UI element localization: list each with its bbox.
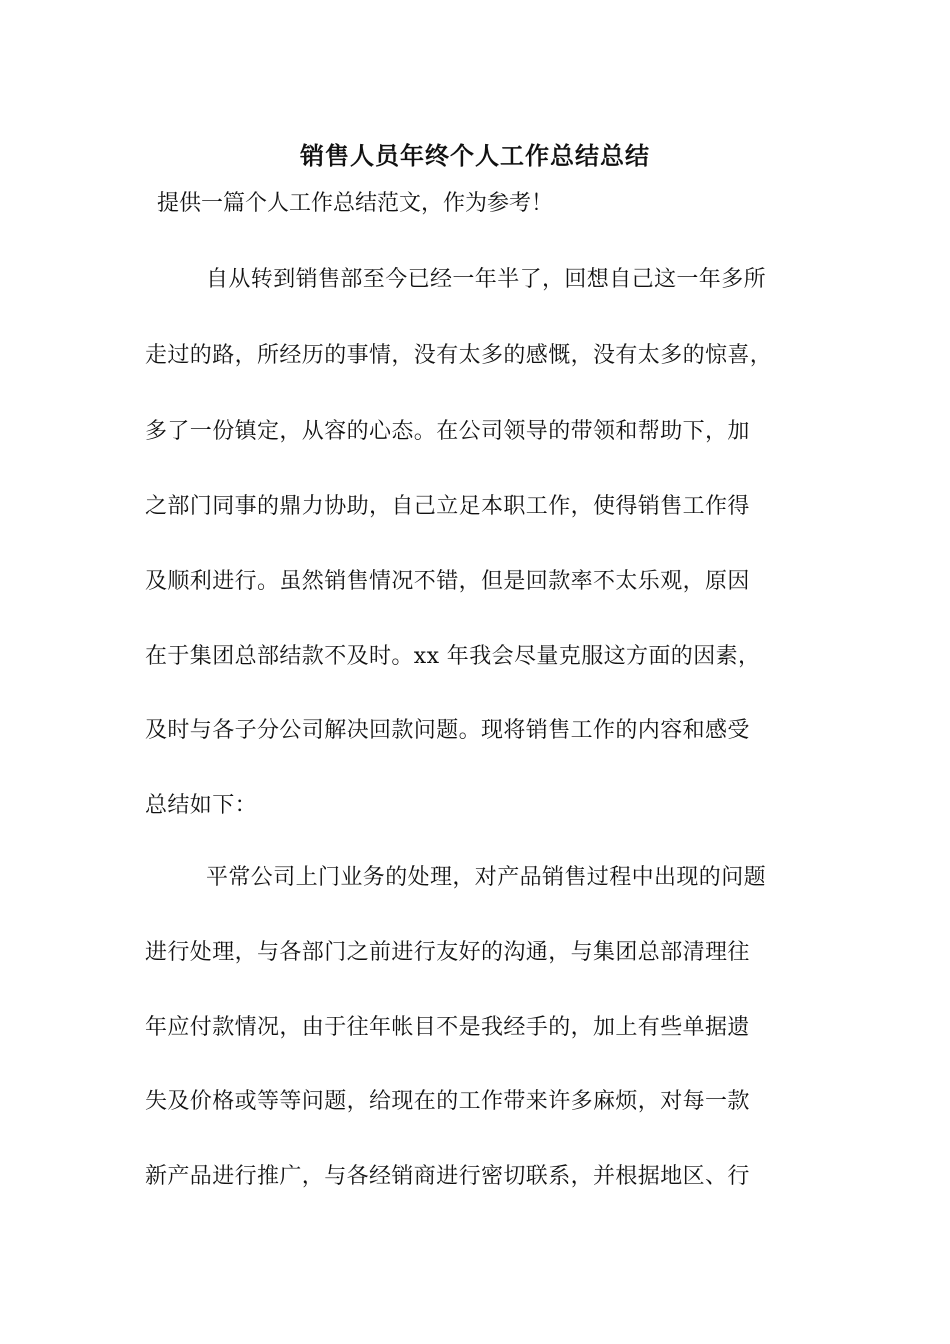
paragraph-line: 平常公司上门业务的处理，对产品销售过程中出现的问题 xyxy=(206,865,767,890)
paragraph-line: 进行处理，与各部门之前进行友好的沟通，与集团总部清理往 xyxy=(145,940,750,965)
paragraph-line: 及时与各子分公司解决回款问题。现将销售工作的内容和感受 xyxy=(145,718,750,743)
paragraph-line: 总结如下： xyxy=(145,793,258,818)
paragraph-line: 失及价格或等等问题，给现在的工作带来许多麻烦，对每一款 xyxy=(145,1089,750,1114)
paragraph-line: 新产品进行推广，与各经销商进行密切联系，并根据地区、行 xyxy=(145,1164,750,1189)
paragraph-line: 走过的路，所经历的事情，没有太多的感慨，没有太多的惊喜， xyxy=(145,343,773,368)
paragraph-line: 年应付款情况，由于往年帐目不是我经手的，加上有些单据遗 xyxy=(145,1015,750,1040)
paragraph-line: 之部门同事的鼎力协助，自己立足本职工作，使得销售工作得 xyxy=(145,494,750,519)
paragraph-line: 自从转到销售部至今已经一年半了，回想自己这一年多所 xyxy=(206,267,767,292)
document-title: 销售人员年终个人工作总结总结 xyxy=(300,141,650,170)
paragraph-line: 及顺利进行。虽然销售情况不错，但是回款率不太乐观，原因 xyxy=(145,569,750,594)
intro-line: 提供一篇个人工作总结范文，作为参考！ xyxy=(157,191,554,216)
paragraph-line: 多了一份镇定，从容的心态。在公司领导的带领和帮助下，加 xyxy=(145,419,750,444)
paragraph-line: 在于集团总部结款不及时。xx 年我会尽量克服这方面的因素， xyxy=(145,644,761,669)
